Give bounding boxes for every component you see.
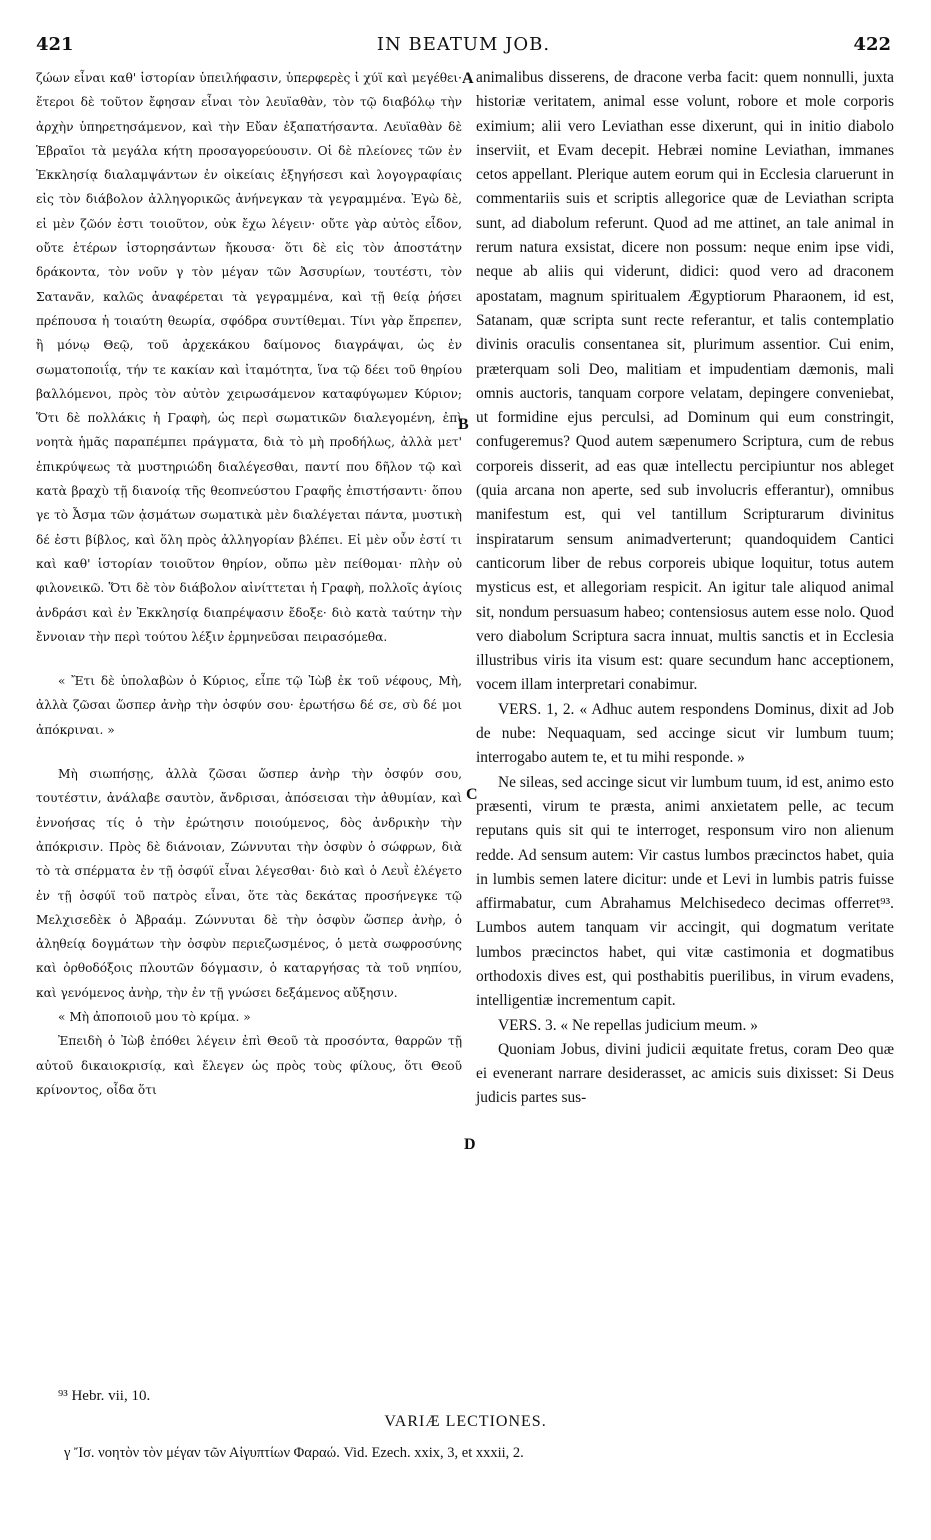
right-page-number: 422 [853, 34, 891, 55]
margin-letter-a: A [462, 70, 474, 87]
greek-column [36, 66, 462, 1102]
greek-paragraph-3: Ἐπειδὴ ὁ Ἰὼβ ἐπόθει λέγειν ἐπὶ Θεοῦ τὰ προσόντα, θαρρῶν τῇ αὐτοῦ δικαιοκρισίᾳ, καὶ ἔλεγεν ὡς πρὸς τοὺς φίλους, ὅτι Θεοῦ κρίνοντος, οἶδα ὅτι [36, 1034, 462, 1097]
variae-lectiones-text: γ Ἴσ. νοητὸν τὸν μέγαν τῶν Αἰγυπτίων Φαραώ. Vid. Ezech. xxix, 3, et xxxii, 2. [64, 1445, 524, 1461]
latin-verse-3: VERS. 3. « Ne repellas judicium meum. » [498, 1016, 758, 1034]
margin-letter-d: D [464, 1136, 476, 1153]
latin-paragraph-2: Ne sileas, sed accinge sicut vir lumbum tuum, id est, animo esto præsenti, virum te præsta, animi anxietatem pelle, ac tecum reputans quis sit qui te interroget, responsum viro non alienum redde. Ad sensum autem: Vir castus lumbos præcinctos habet, quia in lumbis semen latere dicitur: unde et Levi in lumbis patris fuisse affirmabatur, cum Abrahamus Melchisedeco decimas offerret⁹³. Lumbos autem tanquam vir accingit, qui dogmatum veritate lumbos præcinctos habet, qui vitæ castimonia et dogmatibus orthodoxis dives est, qui posthabitis puerilibus, in virum evadens, intelligentiæ incrementum capit. [476, 773, 894, 1010]
greek-verse-1-2: « Ἔτι δὲ ὑπολαβὼν ὁ Κύριος, εἶπε τῷ Ἰὼβ ἐκ τοῦ νέφους, Μὴ, ἀλλὰ ζῶσαι ὥσπερ ἀνὴρ τὴν ὀσφύν σου· ἐρωτήσω δέ σε, σὺ δέ μοι ἀπόκριναι. » [36, 674, 462, 737]
left-page-number: 421 [36, 34, 74, 55]
variae-lectiones-title: VARIÆ LECTIONES. [384, 1413, 547, 1430]
greek-verse-3: « Μὴ ἀποποιοῦ μου τὸ κρίμα. » [58, 1009, 251, 1024]
margin-letter-b: B [458, 416, 469, 433]
running-title: IN BEATUM JOB. [376, 34, 551, 55]
greek-paragraph-2: Μὴ σιωπήσῃς, ἀλλὰ ζῶσαι ὥσπερ ἀνὴρ τὴν ὀσφύν σου, τουτέστιν, ἀνάλαβε σαυτὸν, ἄνδρισαι, ἀπόσεισαι τὴν ἀθυμίαν, καὶ ἐννοήσας τίς ὁ τὴν ἐρώτησιν ποιούμενος, δὸς ἀνδρικὴν τὴν ἀπόκρισιν. Πρὸς δὲ διάνοιαν, Ζώννυται τὴν ὀσφὺν ὁ σώφρων, διὰ τὸ τὰ σπέρματα ἐν τῇ ὀσφύϊ εἶναι λέγεσθαι· διὸ καὶ ὁ Λευῒ ἐλέγετο ἐν τῇ ὀσφύϊ τοῦ πατρὸς εἶναι, ὅτε τὰς δεκάτας προσήνεγκε τῷ Μελχισεδὲκ ὁ Ἀβραάμ. Ζώννυται δὲ τὴν ὀσφὺν ὥσπερ ἀνὴρ, ὁ ἀληθείᾳ δογμάτων τὴν ὀσφὺν περιεζωσμένος, ὁ μετὰ σωφροσύνης καὶ ὀρθοδόξοις πλουτῶν δόγμασιν, ὁ καταργήσας τὰ τοῦ νηπίου, καὶ γενόμενος ἀνὴρ, τὴν ἐν τῇ γνώσει δεξάμενος αὔξησιν. [36, 767, 462, 1000]
running-header [36, 34, 891, 64]
latin-paragraph-3: Quoniam Jobus, divini judicii æquitate fretus, coram Deo quæ ei evenerant narrare desiderasset, ac amicis suis dixisset: Si Deus judicis partes sus- [476, 1040, 894, 1107]
latin-column [476, 66, 894, 1111]
greek-paragraph-1: ζώων εἶναι καθ' ἱστορίαν ὑπειλήφασιν, ὑπερφερὲς ἰ χύϊ καὶ μεγέθει· ἕτεροι δὲ τοῦτον ἔφησαν εἶναι τὸν λευϊαθὰν, τὸν τῷ διαβόλῳ τὴν ἀρχὴν ὑπηρετησάμενον, καὶ τὴν Εὔαν ἐξαπατήσαντα. Λευϊαθὰν δὲ Ἑβραῖοι τὰ μεγάλα κήτη προσαγορεύουσιν. Οἱ δὲ πλείονες τῶν ἐν Ἐκκλησίᾳ διαλαμψάντων ἐν οἰκείαις ἐξηγήσεσι καὶ λογογραφίαις εἰς τὸν διάβολον ἀλληγορικῶς ἀνήνεγκαν τὰ γεγραμμένα. Ἐγὼ δὲ, εἰ μὲν ζῶόν ἐστι τοιοῦτον, οὐκ ἔχω λέγειν· οὔτε γὰρ αὐτὸς εἶδον, οὔτε ἑτέρων ἱστορησάντων ἤκουσα· ὅτι δὲ εἰς τὸν ἀποστάτην δράκοντα, τὸν νοῦν γ τὸν μέγαν τῶν Ἀσσυρίων, τουτέστι, τὸν Σατανᾶν, καλῶς ἀναφέρεται τὰ γεγραμμένα, καὶ τῇ θείᾳ ῥήσει πρέπουσα ἡ τοιαύτη θεωρία, σφόδρα συντίθεμαι. Τίνι γὰρ ἔπρεπεν, ἢ μόνῳ Θεῷ, τοῦ ἀρχεκάκου δαίμονος διαγράψαι, ὡς ἐν σωματοποιΐᾳ, τήν τε κακίαν καὶ ἰταμότητα, ἵνα τῷ δέει τοῦ θηρίου βαλλόμενοι, πρὸς τὸν αὐτὸν χειρωσάμενον καταφύγωμεν Κύριον; Ὅτι δὲ πολλάκις ἡ Γραφὴ, ὡς περὶ σωματικῶν διαλεγομένη, ἐπὶ νοητὰ ἡμᾶς παραπέμπει πράγματα, διὰ τὸ μὴ προδήλως, ἀλλὰ μετ' ἐπικρύψεως τὰ μυστηριώδη διαλέγεσθαι, παντί που δῆλον τῷ καὶ κατὰ βραχὺ τῇ διανοίᾳ τῆς θεοπνεύστου Γραφῆς ἐπιστήσαντι· ὅπου γε τὸ Ἆσμα τῶν ᾀσμάτων σωματικὰ μὲν διαλέγεται πάντα, μυστικὴ δέ ἐστι βίβλος, καὶ ὅλη πρὸς ἀλληγορίαν βλέπει. Εἰ μὲν οὖν ἐστί τι καὶ καθ' ἱστορίαν τοιοῦτον θηρίον, οὔπω μὲν πείθομαι· πλὴν οὐ φιλονεικῶ. Ὅτι δὲ τὸν διάβολον αἰνίττεται ἡ Γραφὴ, πολλοῖς ἁγίοις ἀνδράσι καὶ ἐν Ἐκκλησίᾳ διαπρέψασιν ἔδοξε· διὸ κατὰ ταύτην τὴν ἔννοιαν τὴν περὶ τούτου λέξιν ἑρμηνεῦσαι πειρασόμεθα. [36, 71, 462, 644]
latin-verse-1-2: VERS. 1, 2. « Adhuc autem respondens Dominus, dixit ad Job de nube: Nequaquam, sed accinge sicut vir lumbum tuum; interrogabo autem te, et tu mihi responde. » [476, 700, 894, 767]
margin-letter-c: C [466, 786, 478, 803]
latin-paragraph-1: animalibus disserens, de dracone verba facit: quem nonnulli, juxta historiæ veritatem, animal esse volunt, robore et mole corporis eximium; alii vero Leviathan esse dixerunt, qui in initio diabolo inserviit, et Evam decepit. Hebræi nomine Leviathan, immanes cetos appellant. Plerique autem eorum qui in Ecclesia claruerunt in commentariis suis et scriptis allegorice quæ de Leviathan scripta sunt, ad diabolum referunt. Quod ad me attinet, an tale animal in rerum natura exsistat, dicere non possum: neque enim ipse vidi, neque ab aliis qui viderunt, didici: quod vero ad draconem apostatam, magnum spiritualem Ægyptiorum Pharaonem, id est, Satanam, quæ scripta sunt recte referantur, et talis contemplatio divinis oraculis consentanea sit, plurimum assentior. Cui enim, præterquam soli Deo, malitiam et impudentiam dæmonis, mali omnis auctoris, tanquam corpore velatam, depingere conveniebat, ut formidine ejus perculsi, ad Dominum qui eum constringit, confugeremus? Quod autem sæpenumero Scriptura, cum de rebus corporeis disserit, ad eas quæ intellectu percipiuntur nos ableget (quia arcana non aperte, sed sub involucris efferantur), omnibus manifestum est, qui vel tantillum Scripturarum divinitus inspiratarum sensum animadverterunt; quandoquidem Cantici canticorum liber de rebus corporeis ubique loquitur, totus autem mysticus est, et allegoriam respicit. An igitur tale aliquod animal sit, nondum persuasum habeo; contensiosus autem esse nolo. Quod vero diabolum Scriptura sacra innuat, multis sanctis et in Ecclesia illustribus viris ita visum est: quare secundum hanc acceptionem, vocem illam interpretari conabimur. [476, 69, 894, 694]
footnote: ⁹³ Hebr. vii, 10. [58, 1388, 151, 1404]
